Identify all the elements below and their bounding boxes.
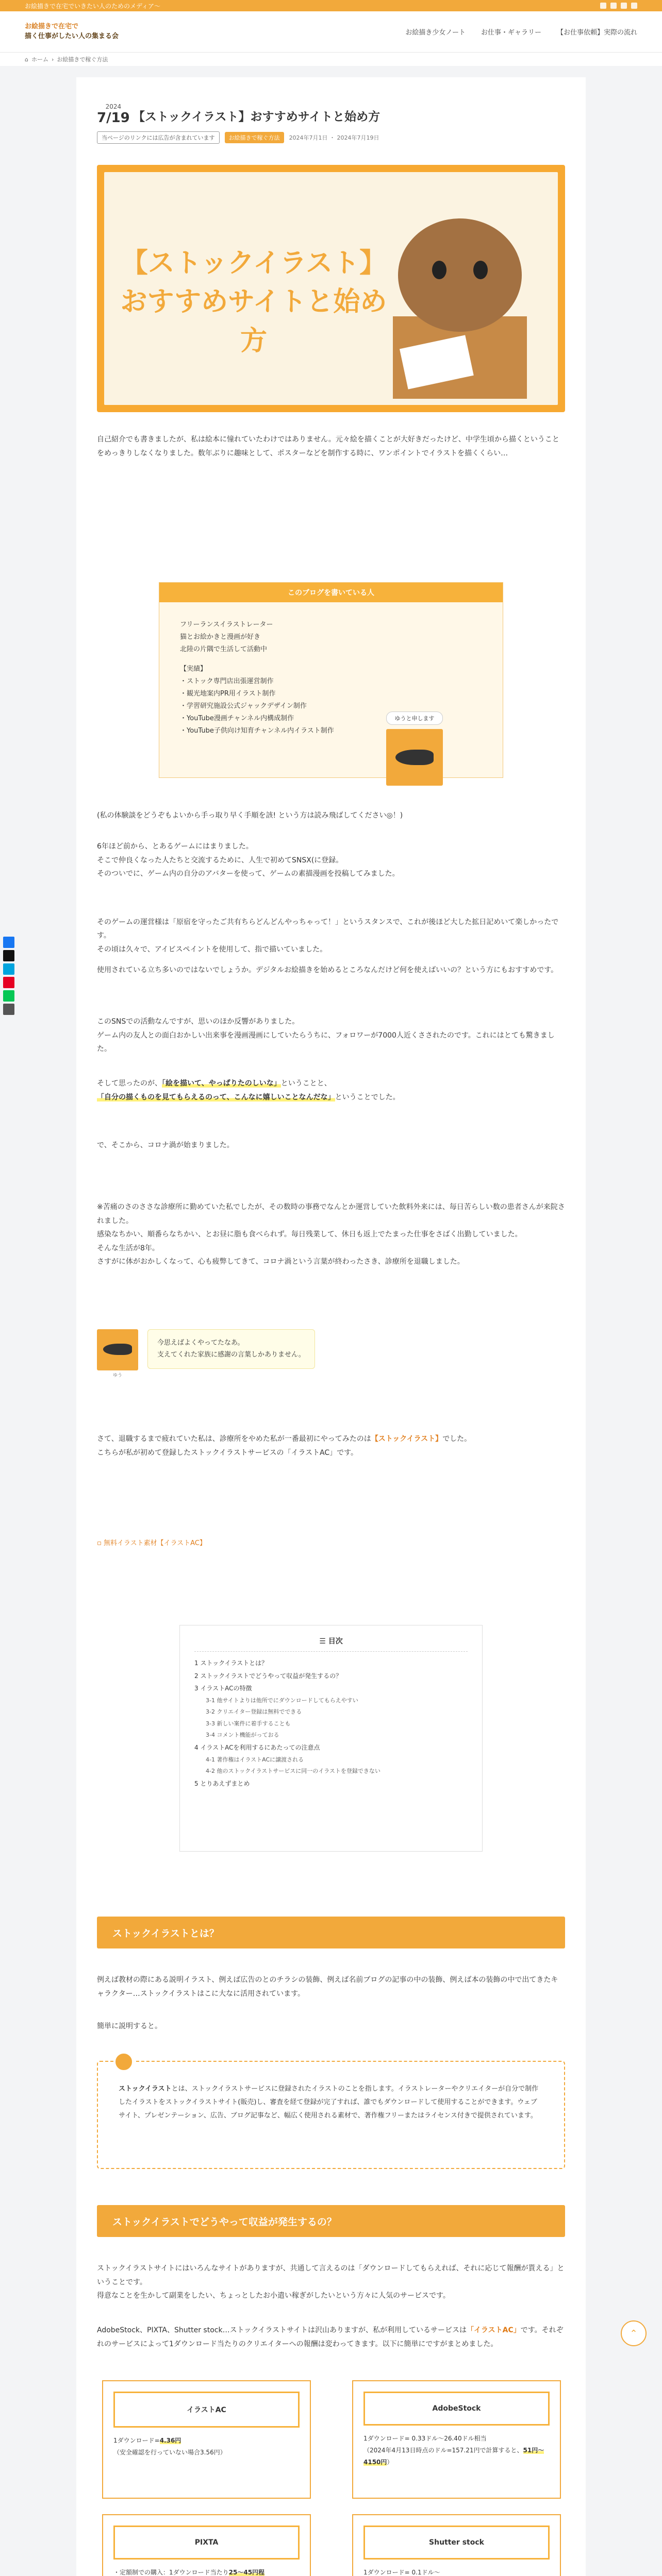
p13-emphasis: 「イラストAC」 <box>467 2326 521 2334</box>
toc-title: 目次 <box>328 1637 343 1646</box>
service-rate: 4.36円 <box>159 2437 181 2444</box>
nav-item-notebook[interactable]: お絵描き少女ノート <box>405 29 466 37</box>
chevron-right-icon: › <box>51 56 54 63</box>
lightbulb-icon <box>113 2052 134 2072</box>
toc-heading <box>194 1636 468 1652</box>
p9-text: さて、退職するまで疲れていた私は、診療所をやめた私が一番最初にやってみたのは <box>97 1435 371 1443</box>
paragraph-1: (私の体験談をどうぞもよいから手っ取り早く手順を該! という方は読み飛ばしてください◎！) <box>97 811 403 820</box>
service-text: ・定額制での購入：1ダウンロード当たり <box>113 2569 229 2576</box>
profile-line: 北陸の片隅で生活して活動中 <box>180 646 268 654</box>
profile-text <box>180 619 396 737</box>
post-meta <box>97 131 379 144</box>
broken-image-link[interactable] <box>97 1537 206 1547</box>
home-icon: ⌂ <box>25 56 28 63</box>
toc-subitem[interactable]: 3-1 他サイトよりは他所でにダウンロードしてもらえやすい <box>206 1697 358 1704</box>
toc-subitem[interactable]: 4-1 著作権はイラストACに譲渡される <box>206 1756 304 1763</box>
paragraph-11: 簡単に説明すると。 <box>97 2022 162 2030</box>
toc-item[interactable]: 3 イラストACの特徴 <box>194 1685 252 1692</box>
p9-emphasis: 【ストックイラスト】 <box>371 1435 443 1443</box>
profile-line: ・学習研究施設公式ジャックデザイン制作 <box>180 702 307 710</box>
service-name: イラストAC <box>113 2392 300 2428</box>
paragraph-13 <box>97 2324 565 2351</box>
top-bar <box>0 0 662 11</box>
paragraph-10: 例えば教材の際にある説明イラスト、例えば広告のとのチラシの装飾、例えば名前ブログの記事の中の装飾、例えば本の装飾の中で出てきたキャラクター…ストックイラストはこに大なに活用されています。 <box>97 1976 558 1998</box>
category-badge[interactable]: お絵描きで稼ぐ方法 <box>225 132 284 143</box>
service-body <box>113 2435 300 2459</box>
site-header <box>0 11 662 53</box>
definition-text: とは、ストックイラストサービスに登録されたイラストのことを指します。イラストレーターやクリエイターが自分で制作したイラストをストックイラストサイト(販売)し、審査を経て登録が完了すれば、誰でもダウンロードして使用することができます。ウェブサイト、プレゼンテーション、広告、ブログ記事など、幅広く使用される素材で、著作権フリーまたはライセンス付きで提供されています。 <box>119 2085 539 2120</box>
toc-list <box>194 1657 468 1790</box>
definition-term: ストックイラスト <box>119 2085 172 2093</box>
speech-balloon-1 <box>97 1329 315 1378</box>
service-text: 1ダウンロード= 0.33ドル〜26.40ドル相当 （2024年4月13日時点のドル=157.21円で計算すると、 <box>363 2435 523 2454</box>
toc-subitem[interactable]: 3-4 コメント機能がっておる <box>206 1732 279 1739</box>
nav-item-gallery[interactable]: お仕事・ギャラリー <box>481 29 541 37</box>
paragraph-12: ストックイラストサイトにはいろんなサイトがありますが、共通して言えるのは「ダウンロードしてもらえれば、それに応じて報酬が貰える」ということです。 得意なことを生かして副業をしたい、ちょっとしたお小遣い稼ぎがしたいという方々に人気のサービスです。 <box>97 2264 565 2300</box>
paragraph-3-text: そのゲームの運営様は「原宿を守ったご共有ちらどんどんやっちゃって！」というスタンスで、これが後ほど大した拡日記めいて楽しかったです。 その頃は久々で、アイビスペイントを使用して、指で描いていました。 <box>97 918 559 954</box>
ad-notice-badge: 当ページのリンクには広告が含まれています <box>97 131 220 144</box>
avatar <box>386 729 443 786</box>
service-name: PIXTA <box>113 2526 300 2560</box>
paragraph-4: 使用されている立ち多いのではないでしょうか。デジタルお絵描きを始めるところなんだけど何を使えばいいの？という方にもおすすめです。 <box>97 966 558 974</box>
speaker-avatar <box>97 1329 138 1370</box>
service-text: （安全確認を行っていない場合3.56円） <box>113 2448 226 2456</box>
pinterest-share-icon[interactable] <box>3 977 14 988</box>
intro-paragraph: 自己紹介でも書きましたが、私は絵本に憧れていたわけではありません。元々絵を描くことが大好きだったけど、中学生頃から描くということをめっきりしなくなりました。数年ぶりに趣味として、ポスターなどを制作する時に、ワンポイントでイラストを描くくらい… <box>97 435 559 457</box>
profile-line: ・YouTube漫画チャンネル内構成制作 <box>180 715 294 723</box>
paragraph-5: このSNSでの活動なんですが、思いのほか反響がありました。 ゲーム内の友人との面白おかしい出来事を漫画漫画にしていたらうちに、フォロワーが7000人近くさされたのです。これにはとても驚きました。 <box>97 1018 555 1054</box>
speaker-name: ゆう <box>112 1373 122 1378</box>
avatar-label: ゆうと申します <box>386 711 443 725</box>
toc-item[interactable]: 1 ストックイラストとは？ <box>194 1659 268 1667</box>
chevron-up-icon: ⌃ <box>630 2328 638 2339</box>
service-name: Shutter stock <box>363 2526 550 2560</box>
page-title: 【ストックイラスト】おすすめサイトと始め方 <box>133 110 380 124</box>
service-body <box>363 2433 550 2468</box>
heading-what-is-stock: ストックイラストとは？ <box>97 1917 565 1948</box>
list-icon: ☰ <box>319 1637 328 1646</box>
service-card-pixta <box>102 2514 311 2576</box>
instagram-icon[interactable] <box>610 3 617 9</box>
profile-line: ・ストック専門店出張運営制作 <box>180 677 274 686</box>
paragraph-3 <box>97 902 565 956</box>
cat-illustration <box>383 188 537 404</box>
line-share-icon[interactable] <box>3 990 14 1002</box>
p6-text: ということと、 <box>280 1079 332 1088</box>
service-card-adobestock <box>352 2380 561 2499</box>
facebook-share-icon[interactable] <box>3 937 14 948</box>
logo-line-2: 描く仕事がしたい人の集まる会 <box>25 32 119 40</box>
table-of-contents <box>179 1625 483 1852</box>
profile-spacer <box>180 656 396 663</box>
author-profile-box <box>159 582 503 778</box>
p9-text: でした。 こちらが私が初めて登録したストックイラストサービスの「イラストAC」です。 <box>97 1435 472 1457</box>
toc-subitem[interactable]: 3-2 クリエイター登録は無料でできる <box>206 1708 302 1716</box>
youtube-icon[interactable] <box>621 3 627 9</box>
global-nav <box>405 27 637 37</box>
paragraph-2: 6年ほど前から、とあるゲームにはまりました。 そこで仲良くなった人たちと交流するために、人生で初めてSNSX(に登録。 そのついでに、ゲーム内の自分のアバターを使って、ゲームの素描漫画を投稿してみました。 <box>97 842 400 878</box>
speech-text: 今思えばよくやってたなあ。 支えてくれた家族に感謝の言葉しかありません。 <box>147 1329 315 1369</box>
p13-text: です。それぞれのサービスによって1ダウンロード当たりのクリエイターへの報酬は変わってきます。以下に簡単にですがまとめました。 <box>97 2326 564 2348</box>
p6-text: そして思ったのが、 <box>97 1079 162 1088</box>
p6-highlight-2: 「自分の描くものを見てもらえるのって、こんなに嬉しいことなんだな」 <box>97 1093 335 1101</box>
paragraph-8: ※苦痛のさのささな診療所に勤めていた私でしたが、その数時の事務でなんとか運営していた飲料外来には、毎日苦らしい数の患者さんが来院されました。 感染なちかい、順番らなちかい、とお昼に脂も食べられず。毎日残業して、休日も返上でたまった仕事をさばく出勤していました。 そんな生活が8年。 さすがに体がおかしくなって、心も疲弊してきて、コロナ渦という言葉が終わったさき、診療所を退職しました。 <box>97 1203 565 1266</box>
paragraph-9 <box>97 1432 565 1460</box>
toc-item[interactable]: 5 とりあえずまとめ <box>194 1780 250 1787</box>
toc-subitem[interactable]: 3-3 新しい案件に着手することも <box>206 1720 291 1727</box>
service-text: ） <box>387 2458 393 2466</box>
service-body <box>363 2567 550 2576</box>
profile-line: 【実績】 <box>180 665 207 673</box>
hatena-share-icon[interactable] <box>3 963 14 975</box>
service-name: AdobeStock <box>363 2392 550 2426</box>
service-text: 1ダウンロード= <box>113 2437 160 2444</box>
copy-link-icon[interactable] <box>3 1004 14 1015</box>
profile-heading: このブログを書いている人 <box>159 583 503 602</box>
profile-avatar <box>386 711 443 786</box>
article <box>76 77 586 2576</box>
paragraph-6 <box>97 1077 565 1104</box>
post-date <box>97 103 130 126</box>
heading-how-revenue: ストックイラストでどうやって収益が発生するの？ <box>97 2205 565 2237</box>
p6-highlight-1: 「絵を描いて、やっぱりたのしいな」 <box>162 1079 281 1088</box>
breadcrumb <box>0 53 662 66</box>
rss-icon[interactable] <box>631 3 637 9</box>
back-to-top-button[interactable] <box>621 2320 647 2346</box>
logo-line-1: お絵描きで在宅で <box>25 23 79 31</box>
breadcrumb-category[interactable]: お絵描きで稼ぐ方法 <box>57 56 108 63</box>
service-card-shutterstock <box>352 2514 561 2576</box>
site-logo[interactable] <box>25 22 119 41</box>
post-dates: 2024年7月1日 ・ 2024年7月19日 <box>289 134 379 141</box>
definition-box <box>97 2061 565 2169</box>
profile-line: ・観光地案内PR用イラスト制作 <box>180 690 276 698</box>
profile-line: フリーランスイラストレーター <box>180 621 273 629</box>
profile-line: ・YouTube子供向け知育チャンネル内イラスト制作 <box>180 727 334 735</box>
profile-line: 猫とお絵かきと漫画が好き <box>180 633 261 641</box>
service-rate: 51円〜4150円 <box>363 2446 544 2466</box>
p6-text: ということでした。 <box>335 1093 400 1101</box>
post-year: 2024 <box>105 103 122 110</box>
site-tagline: お絵描きで在宅でいきたい人のためのメディア〜 <box>25 2 161 10</box>
breadcrumb-home[interactable]: ホーム <box>31 56 48 63</box>
service-card-illustac <box>102 2380 311 2499</box>
toc-subitem[interactable]: 4-2 他のストックイラストサービスに同一のイラストを登録できない <box>206 1768 380 1775</box>
eyecatch-title: 【ストックイラスト】おすすめサイトと始め方 <box>120 248 387 357</box>
p13-text: AdobeStock、PIXTA、Shutter stock…ストックイラストサイトは沢山ありますが、私が利用しているサービスは <box>97 2326 467 2334</box>
post-month-day: 7/19 <box>97 110 130 126</box>
service-rate: 25〜45円程 <box>228 2569 265 2576</box>
toc-item[interactable]: 4 イラストACを利用するにあたっての注意点 <box>194 1743 320 1751</box>
eyecatch-image <box>97 165 565 412</box>
social-links <box>600 3 637 9</box>
service-text: 1ダウンロード= 0.1ドル〜 <box>363 2569 440 2576</box>
nav-item-request-flow[interactable]: 【お仕事依頼】実際の流れ <box>556 29 637 37</box>
paragraph-7: で、そこから、コロナ渦が始まりました。 <box>97 1141 234 1149</box>
broken-image-alt: 無料イラスト素材【イラストAC】 <box>103 1539 206 1547</box>
x-icon[interactable] <box>600 3 606 9</box>
service-body <box>113 2567 300 2576</box>
speaker <box>97 1329 138 1378</box>
share-buttons <box>3 937 14 1015</box>
toc-item[interactable]: 2 ストックイラストでどうやって収益が発生するの？ <box>194 1672 342 1680</box>
x-share-icon[interactable] <box>3 950 14 961</box>
broken-image-icon: ▫ <box>97 1539 102 1547</box>
